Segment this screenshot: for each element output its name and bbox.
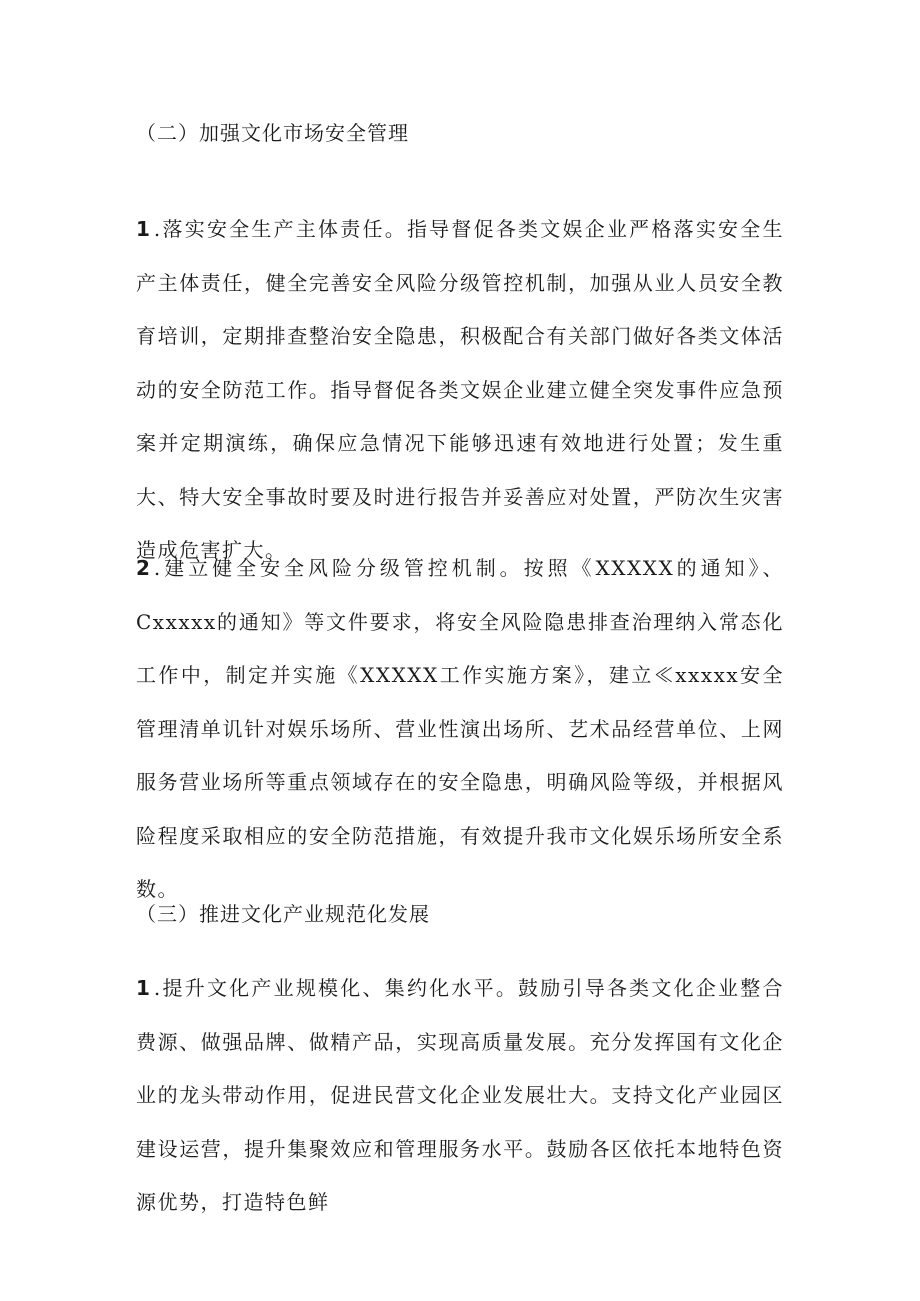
paragraph-2-1 xyxy=(136,203,784,578)
paragraph-text: .提升文化产业规模化、集约化水平。鼓励引导各类文化企业整合费源、做强品牌、做精产品，实现高质量发展。充分发挥国有文化企业的龙头带动作用，促进民营文化企业发展壮大。支持文化产业园区建设运营，提升集聚效应和管理服务水平。鼓励各区依托本地特色资源优势，打造特色鲜 xyxy=(136,976,784,1214)
section-heading-3: （三）推进文化产业规范化发展 xyxy=(136,902,430,926)
paragraph-number: 1 xyxy=(136,976,150,1000)
paragraph-text: .建立健全安全风险分级管控机制。按照《XXXXX的通知》、Cxxxxx的通知》等文件要求，将安全风险隐患排查治理纳入常态化工作中，制定并实施《XXXXX工作实施方案》，建立≪xxxxx安全管理清单讥针对娱乐场所、营业性演出场所、艺术品经营单位、上网服务营业场所等重点领域存在的安全隐患，明确风险等级，并根据风险程度采取相应的安全防范措施，有效提升我市文化娱乐场所安全系数。 xyxy=(136,556,784,901)
paragraph-number: 2 xyxy=(136,556,150,580)
paragraph-3-1 xyxy=(136,962,784,1230)
paragraph-number: 1 xyxy=(136,217,150,241)
paragraph-2-2 xyxy=(136,542,784,917)
paragraph-text: .落实安全生产主体责任。指导督促各类文娱企业严格落实安全生产主体责任，健全完善安全风险分级管控机制，加强从业人员安全教育培训，定期排查整治安全隐患，积极配合有关部门做好各类文体活动的安全防范工作。指导督促各类文娱企业建立健全突发事件应急预案并定期演练，确保应急情况下能够迅速有效地进行处置；发生重大、特大安全事故时要及时进行报告并妥善应对处置，严防次生灾害造成危害扩大。 xyxy=(136,217,784,562)
section-heading-2: （二）加强文化市场安全管理 xyxy=(136,121,409,145)
